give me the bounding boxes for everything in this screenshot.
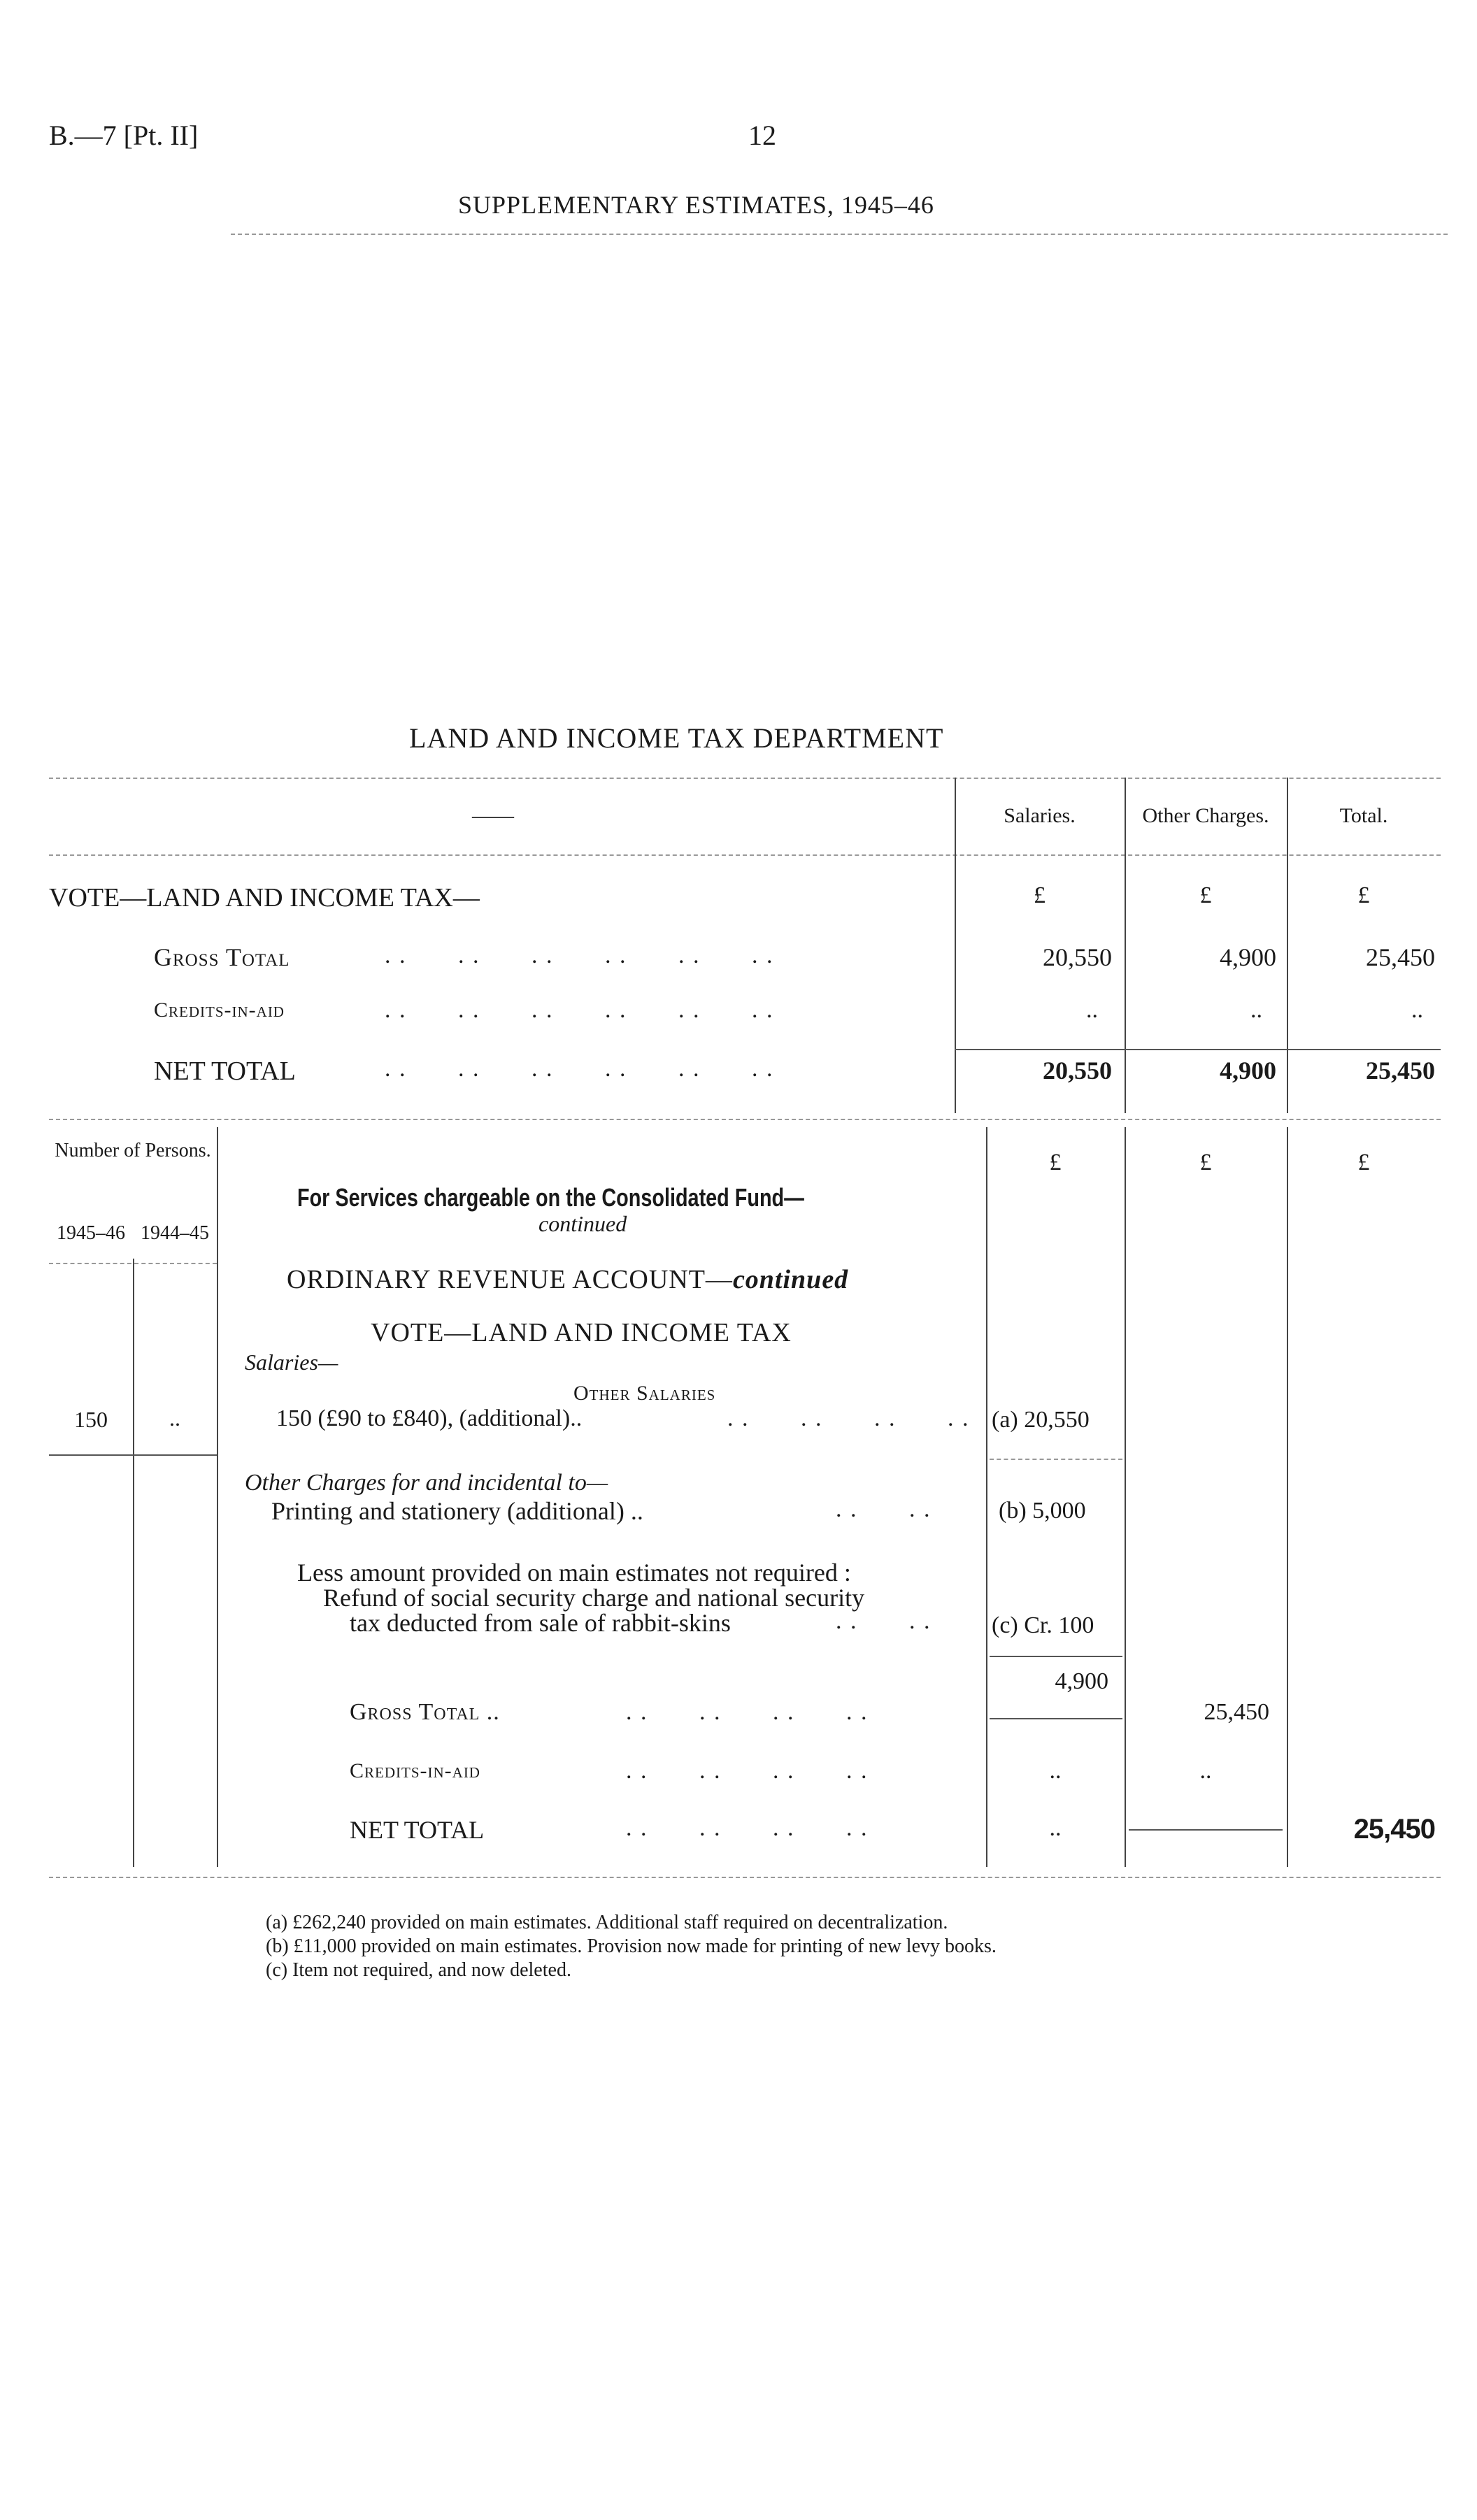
footnote-b: (b) £11,000 provided on main estimates. Provision now made for printing of new levy books.: [266, 1935, 997, 1957]
currency-other: £: [1199, 882, 1212, 908]
leader-dots: . . . . . . . .: [626, 1758, 869, 1784]
leader-dots: . . . . . . . .: [626, 1699, 869, 1725]
less-amount-value: (c) Cr. 100: [992, 1612, 1094, 1638]
less-amount-line-1: Less amount provided on main estimates not required :: [297, 1559, 851, 1587]
detail-divider-1: [986, 1127, 987, 1867]
net-total-salaries: 20,550: [1043, 1057, 1112, 1084]
persons-row-rule: [49, 1454, 217, 1456]
gross-total-total: 25,450: [1366, 943, 1435, 971]
net-total-total: 25,450: [1366, 1057, 1435, 1084]
detail-net-total-total: 25,450: [1353, 1814, 1435, 1845]
leader-dots: . . . . . . . . . . . .: [385, 997, 774, 1023]
summary-header-rule: [49, 854, 1441, 856]
detail-bottom-rule: [49, 1877, 1441, 1878]
credits-in-aid-salaries: ..: [1086, 997, 1098, 1023]
salary-amount-rule: [990, 1459, 1122, 1460]
stub-left-border: [217, 1127, 218, 1867]
less-amount-line-3: tax deducted from sale of rabbit-skins: [350, 1609, 731, 1637]
net-total-rule: [955, 1049, 1441, 1050]
leader-dots: . . . . . . . . . . . .: [385, 1056, 774, 1082]
column-other-charges: Other Charges.: [1142, 804, 1269, 827]
credits-in-aid-total: ..: [1411, 997, 1423, 1023]
gross-total-other: 4,900: [1220, 943, 1276, 971]
column-salaries: Salaries.: [1004, 804, 1076, 827]
detail-net-total-salaries: ..: [1049, 1815, 1062, 1841]
leader-dots: . . . .: [836, 1608, 932, 1634]
subtotal-top-rule: [990, 1656, 1122, 1657]
other-charges-subtotal: 4,900: [1055, 1668, 1108, 1694]
detail-divider-3: [1287, 1127, 1288, 1867]
salary-amount: (a) 20,550: [992, 1407, 1090, 1433]
persons-1945-46-value: 150: [74, 1407, 108, 1432]
net-total-other-rule: [1129, 1829, 1283, 1831]
detail-gross-total-other: 25,450: [1204, 1699, 1269, 1725]
detail-net-total-label: NET TOTAL: [350, 1816, 485, 1844]
currency-salaries: £: [1034, 882, 1046, 908]
services-continued: continued: [538, 1211, 627, 1236]
persons-1944-45-value: ..: [169, 1405, 180, 1431]
summary-divider-1: [955, 778, 956, 1113]
printing-amount: (b) 5,000: [999, 1498, 1086, 1524]
detail-credits-in-aid-other: ..: [1199, 1758, 1212, 1784]
gross-total-salaries: 20,550: [1043, 943, 1112, 971]
detail-divider-2: [1125, 1127, 1126, 1867]
summary-top-rule: [49, 778, 1441, 779]
footnote-a: (a) £262,240 provided on main estimates. Additional staff required on decentralization.: [266, 1912, 948, 1933]
column-total: Total.: [1339, 804, 1388, 827]
summary-divider-3: [1287, 778, 1288, 1113]
summary-bottom-rule: [49, 1119, 1441, 1120]
running-title: SUPPLEMENTARY ESTIMATES, 1945–46: [458, 191, 934, 219]
leader-dots: . . . . . . . . . . . .: [385, 943, 774, 968]
detail-currency-total: £: [1357, 1150, 1370, 1175]
other-salaries-heading: Other Salaries: [573, 1382, 716, 1405]
printing-item: Printing and stationery (additional) ..: [271, 1497, 643, 1525]
persons-header-rule: [49, 1263, 217, 1264]
persons-divider: [133, 1259, 134, 1867]
services-heading: For Services chargeable on the Consolidated Fund—: [297, 1183, 804, 1212]
gross-total-label: Gross Total: [154, 943, 290, 971]
department-title: LAND AND INCOME TAX DEPARTMENT: [409, 722, 944, 754]
year-1945-46: 1945–46: [57, 1222, 125, 1244]
persons-heading: Number of Persons.: [55, 1140, 211, 1161]
leader-dots: . . . . . . . .: [626, 1815, 869, 1841]
salary-item: 150 (£90 to £840), (additional)..: [276, 1405, 583, 1431]
page-number: 12: [748, 120, 776, 151]
account-heading: ORDINARY REVENUE ACCOUNT—continued: [287, 1265, 849, 1294]
credits-in-aid-other: ..: [1250, 997, 1262, 1023]
other-charges-heading: Other Charges for and incidental to—: [245, 1470, 608, 1496]
subtotal-bottom-rule: [990, 1718, 1122, 1719]
net-total-other: 4,900: [1220, 1057, 1276, 1084]
year-1944-45: 1944–45: [141, 1222, 209, 1244]
footnote-c: (c) Item not required, and now deleted.: [266, 1959, 571, 1981]
header-rule: [231, 234, 1448, 235]
leader-dots: . . . . . . . .: [727, 1405, 970, 1431]
page-reference: B.—7 [Pt. II]: [49, 120, 199, 151]
salaries-label: Salaries—: [245, 1350, 338, 1375]
net-total-label: NET TOTAL: [154, 1057, 296, 1086]
less-amount-line-2: Refund of social security charge and national security: [323, 1584, 865, 1612]
leader-dots: . . . .: [836, 1496, 932, 1522]
detail-credits-in-aid-salaries: ..: [1049, 1758, 1062, 1784]
summary-stub-dash: ——: [472, 804, 514, 827]
vote-heading: VOTE—LAND AND INCOME TAX: [371, 1318, 792, 1347]
credits-in-aid-label: Credits-in-aid: [154, 998, 285, 1022]
detail-credits-in-aid-label: Credits-in-aid: [350, 1759, 480, 1782]
currency-total: £: [1357, 882, 1370, 908]
detail-currency-other: £: [1199, 1150, 1212, 1175]
summary-vote-label: VOTE—LAND AND INCOME TAX—: [49, 883, 480, 912]
detail-currency-salaries: £: [1049, 1150, 1062, 1175]
detail-gross-total-label: Gross Total ..: [350, 1699, 500, 1725]
